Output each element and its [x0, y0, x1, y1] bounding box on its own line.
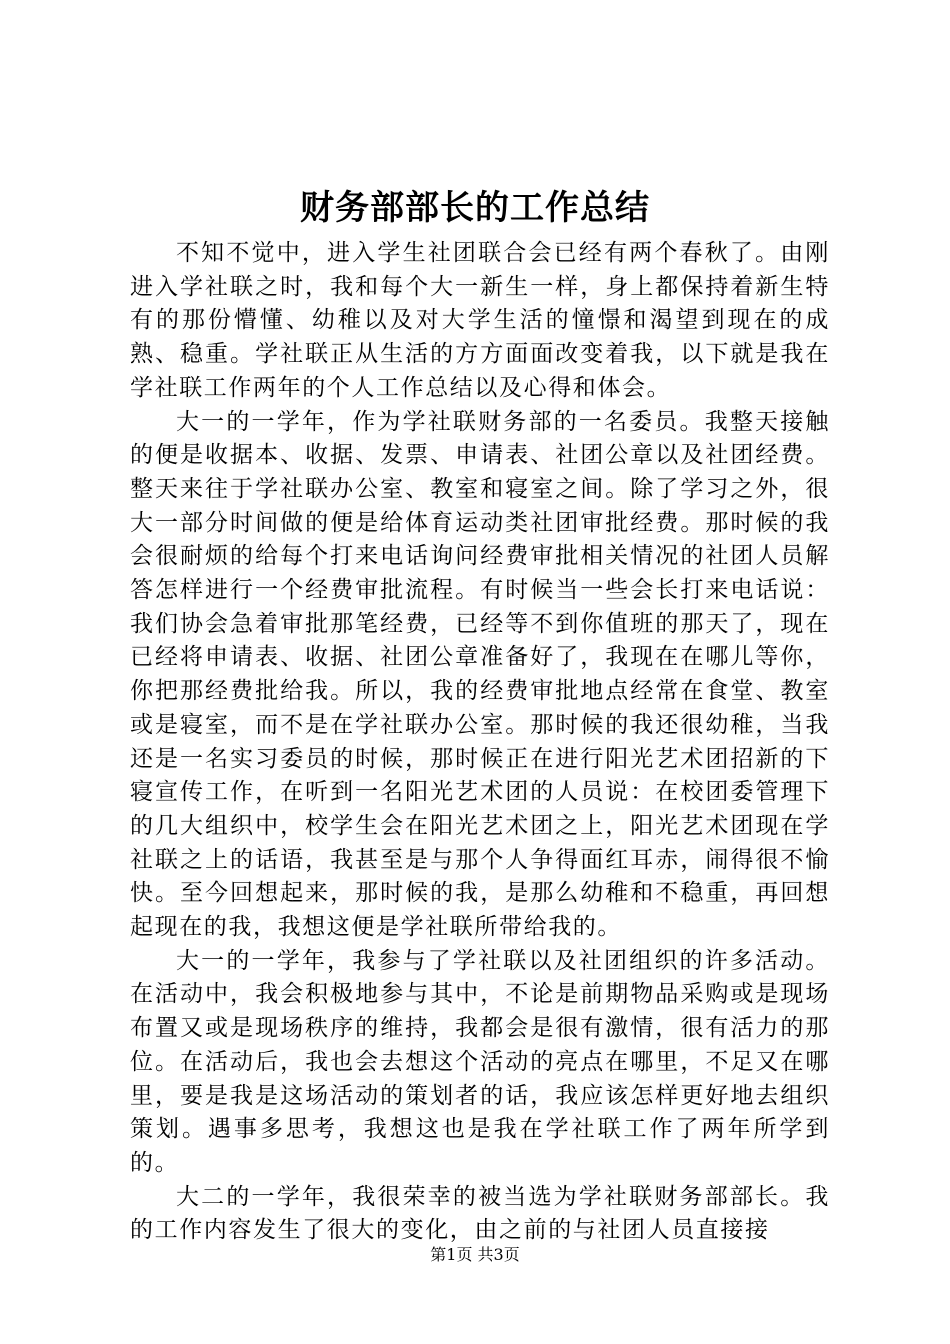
page-number-footer: 第1页 共3页	[430, 1245, 520, 1264]
document-title: 财务部部长的工作总结	[300, 188, 650, 228]
paragraph-2: 大一的一学年，作为学社联财务部的一名委员。我整天接触的便是收据本、收据、发票、申请表、社团公章以及社团经费。整天来往于学社联办公室、教室和寝室之间。除了学习之外，很大一部分时间做的便是给体育运动类社团审批经费。那时候的我会很耐烦的给每个打来电话询问经费审批相关情况的社团人员解答怎样进行一个经费审批流程。有时候当一些会长打来电话说：我们协会急着审批那笔经费，已经等不到你值班的那天了，现在已经将申请表、收据、社团公章准备好了，我现在在哪儿等你，你把那经费批给我。所以，我的经费审批地点经常在食堂、教室或是寝室，而不是在学社联办公室。那时候的我还很幼稚，当我还是一名实习委员的时候，那时候正在进行阳光艺术团招新的下寝宣传工作，在听到一名阳光艺术团的人员说：在校团委管理下的几大组织中，校学生会在阳光艺术团之上，阳光艺术团现在学社联之上的话语，我甚至是与那个人争得面红耳赤，闹得很不愉快。至今回想起来，那时候的我，是那么幼稚和不稳重，再回想起现在的我，我想这便是学社联所带给我的。	[130, 408, 830, 941]
paragraph-3: 大一的一学年，我参与了学社联以及社团组织的许多活动。在活动中，我会积极地参与其中，不论是前期物品采购或是现场布置又或是现场秩序的维持，我都会是很有激情，很有活力的那位。在活动后，我也会去想这个活动的亮点在哪里，不足又在哪里，要是我是这场活动的策划者的话，我应该怎样更好地去组织策划。遇事多思考，我想这也是我在学社联工作了两年所学到的。	[130, 947, 830, 1176]
document-body	[130, 237, 830, 1248]
paragraph-4: 大二的一学年，我很荣幸的被当选为学社联财务部部长。我的工作内容发生了很大的变化，由之前的与社团人员直接接	[130, 1183, 830, 1244]
paragraph-1: 不知不觉中，进入学生社团联合会已经有两个春秋了。由刚进入学社联之时，我和每个大一新生一样，身上都保持着新生特有的那份懵懂、幼稚以及对大学生活的憧憬和渴望到现在的成熟、稳重。学社联正从生活的方方面面改变着我，以下就是我在学社联工作两年的个人工作总结以及心得和体会。	[130, 240, 830, 401]
